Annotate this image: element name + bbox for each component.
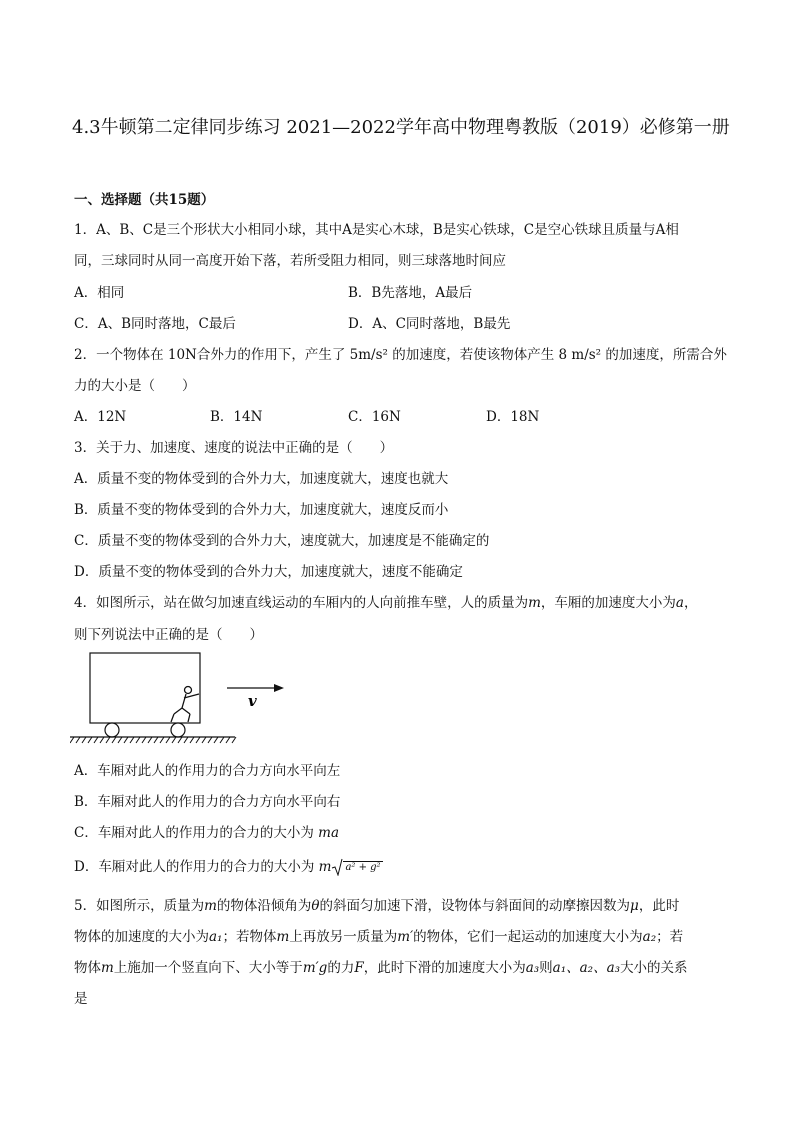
q1-option-a: A．相同 [74,285,125,301]
q2-stem-line2: 力的大小是（ ） [74,378,196,394]
q2-option-a: A．12N [74,409,127,425]
q3-option-b: B．质量不变的物体受到的合外力大，加速度就大，速度反而小 [74,502,449,518]
q3-option-d: D．质量不变的物体受到的合外力大，加速度就大，速度不能确定 [74,564,463,580]
q2-stem-line1: 2．一个物体在 10N合外力的作用下，产生了 5m/s² 的加速度，若使该物体产生 8 m/s² 的加速度，所需合外 [74,347,727,363]
person-figure [171,687,199,723]
expr-sqrt: m a² + g² [318,859,381,875]
q4-option-a: A．车厢对此人的作用力的合力方向水平向左 [74,763,341,779]
q3-option-a: A．质量不变的物体受到的合外力大，加速度就大，速度也就大 [74,471,449,487]
q4-option-b: B．车厢对此人的作用力的合力方向水平向右 [74,794,341,810]
q4-stem-line1: 4．如图所示，站在做匀加速直线运动的车厢内的人向前推车壁，人的质量为m，车厢的加速度大小为a， [74,595,698,611]
velocity-arrow-icon [227,684,284,692]
q5-stem-line1: 5．如图所示，质量为m的物体沿倾角为θ的斜面匀加速下滑，设物体与斜面间的动摩擦因数为μ，此时 [74,898,680,914]
velocity-label: v [248,692,257,710]
var-a: a [675,595,684,611]
wheel-right [171,723,185,737]
q5-stem-line3: 物体m上施加一个竖直向下、大小等于m′g的力F，此时下滑的加速度大小为a₃则a₁、a₂、a₃大小的关系 [74,960,688,976]
q2-option-b: B．14N [210,409,263,425]
q1-option-d: D．A、C同时落地，B最先 [348,316,511,332]
expr-ma: ma [318,825,339,841]
page-title: 4.3牛顿第二定律同步练习 2021—2022学年高中物理粤教版（2019）必修第一册 [72,117,730,138]
q2-option-d: D．18N [486,409,540,425]
q4-stem-line2: 则下列说法中正确的是（ ） [74,627,263,643]
q1-option-c: C．A、B同时落地，C最后 [74,316,236,332]
q2-option-c: C．16N [348,409,401,425]
q3-stem: 3．关于力、加速度、速度的说法中正确的是（ ） [74,440,394,456]
q5-stem-line4: 是 [74,991,88,1007]
q5-stem-line2: 物体的加速度的大小为a₁；若物体m上再放另一质量为m′的物体，它们一起运动的加速度大小为a₂；若 [74,929,684,945]
q4-option-d: D．车厢对此人的作用力的合力的大小为 m a² + g² [74,859,381,875]
q1-option-b: B．B先落地，A最后 [348,285,473,301]
radical-sign-icon [331,858,343,876]
var-m: m [528,595,541,611]
q1-stem-line1: 1．A、B、C是三个形状大小相同小球，其中A是实心木球，B是实心铁球，C是空心铁球且质量与A相 [74,222,679,238]
car-body [90,653,200,723]
section-heading: 一、选择题（共15题） [74,192,215,208]
train-car-figure [70,648,300,748]
wheel-left [105,723,119,737]
q1-stem-line2: 同，三球同时从同一高度开始下落，若所受阻力相同，则三球落地时间应 [74,253,506,269]
q3-option-c: C．质量不变的物体受到的合外力大，速度就大，加速度是不能确定的 [74,533,490,549]
q4-option-c: C．车厢对此人的作用力的合力的大小为 ma [74,825,339,841]
ground-hatching [70,737,236,743]
